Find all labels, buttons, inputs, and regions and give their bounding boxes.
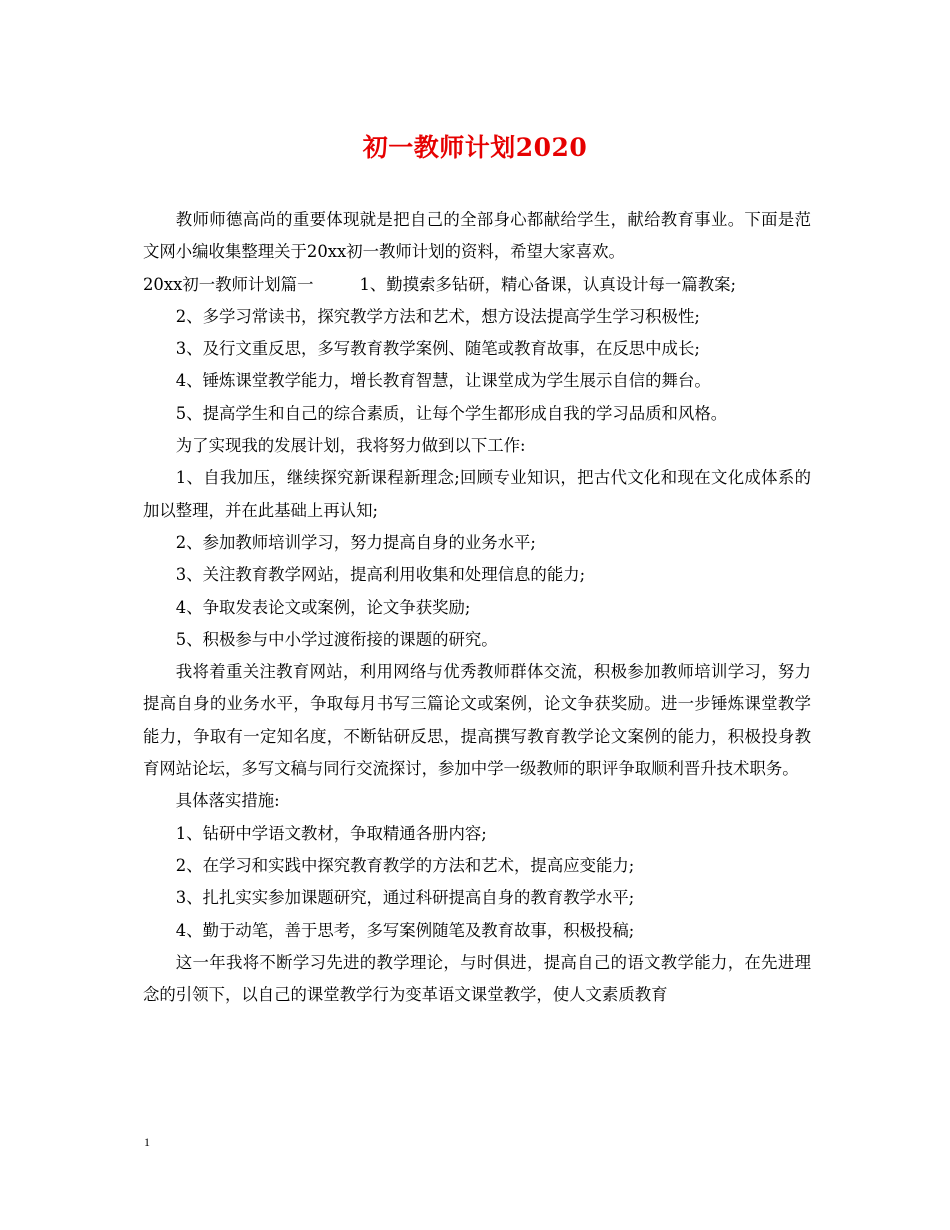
- intro-paragraph: 教师师德高尚的重要体现就是把自己的全部身心都献给学生，献给教育事业。下面是范文网小编收集整理关于20xx初一教师计划的资料，希望大家喜欢。: [143, 210, 811, 262]
- measure-item-3: 3、扎扎实实参加课题研究，通过科研提高自身的教育教学水平;: [175, 888, 635, 908]
- work-item-2: 2、参加教师培训学习，努力提高自身的业务水平;: [175, 532, 536, 552]
- measure-item-2: 2、在学习和实践中探究教育教学的方法和艺术，提高应变能力;: [175, 855, 635, 875]
- plan-item-5: 5、提高学生和自己的综合素质，让每个学生都形成自我的学习品质和风格。: [175, 403, 728, 423]
- plan-item-4: 4、锤炼课堂教学能力，增长教育智慧，让课堂成为学生展示自信的舞台。: [175, 371, 711, 391]
- closing-paragraph: 这一年我将不断学习先进的教学理论，与时俱进，提高自己的语文教学能力，在先进理念的引领下，以自己的课堂教学行为变革语文课堂教学，使人文素质教育: [143, 952, 811, 1005]
- document-body: [143, 204, 811, 1011]
- measures-heading: 具体落实措施:: [175, 791, 280, 811]
- work-item-4: 4、争取发表论文或案例，论文争获奖励;: [175, 597, 471, 617]
- work-item-1: 1、自我加压，继续探究新课程新理念;回顾专业知识，把古代文化和现在文化成体系的加以整理，并在此基础上再认知;: [143, 468, 811, 520]
- measure-item-4: 4、勤于动笔，善于思考，多写案例随笔及教育故事，积极投稿;: [175, 920, 635, 940]
- focus-paragraph: 我将着重关注教育网站，利用网络与优秀教师群体交流，积极参加教师培训学习，努力提高自身的业务水平，争取每月书写三篇论文或案例，论文争获奖励。进一步锤炼课堂教学能力，争取有一定知名度，不断钻研反思，提高撰写教育教学论文案例的能力，积极投身教育网站论坛，多写文稿与同行交流探讨，参加中学一级教师的职评争取顺利晋升技术职务。: [143, 662, 811, 779]
- section-heading: 20xx初一教师计划篇一: [143, 274, 314, 294]
- work-intro-paragraph: 为了实现我的发展计划，我将努力做到以下工作:: [175, 436, 526, 456]
- plan-item-2: 2、多学习常读书，探究教学方法和艺术，想方设法提高学生学习积极性;: [175, 306, 700, 326]
- plan-item-1: 1、勤摸索多钻研，精心备课，认真设计每一篇教案;: [359, 274, 737, 294]
- page-number: 1: [144, 1135, 150, 1149]
- measure-item-1: 1、钻研中学语文教材，争取精通各册内容;: [175, 823, 487, 843]
- document-title: 初一教师计划2020: [362, 133, 588, 162]
- work-item-5: 5、积极参与中小学过渡衔接的课题的研究。: [175, 629, 498, 649]
- work-item-3: 3、关注教育教学网站，提高利用收集和处理信息的能力;: [175, 565, 586, 585]
- plan-item-3: 3、及行文重反思，多写教育教学案例、随笔或教育故事，在反思中成长;: [175, 339, 700, 359]
- plan-heading-line: [143, 269, 811, 301]
